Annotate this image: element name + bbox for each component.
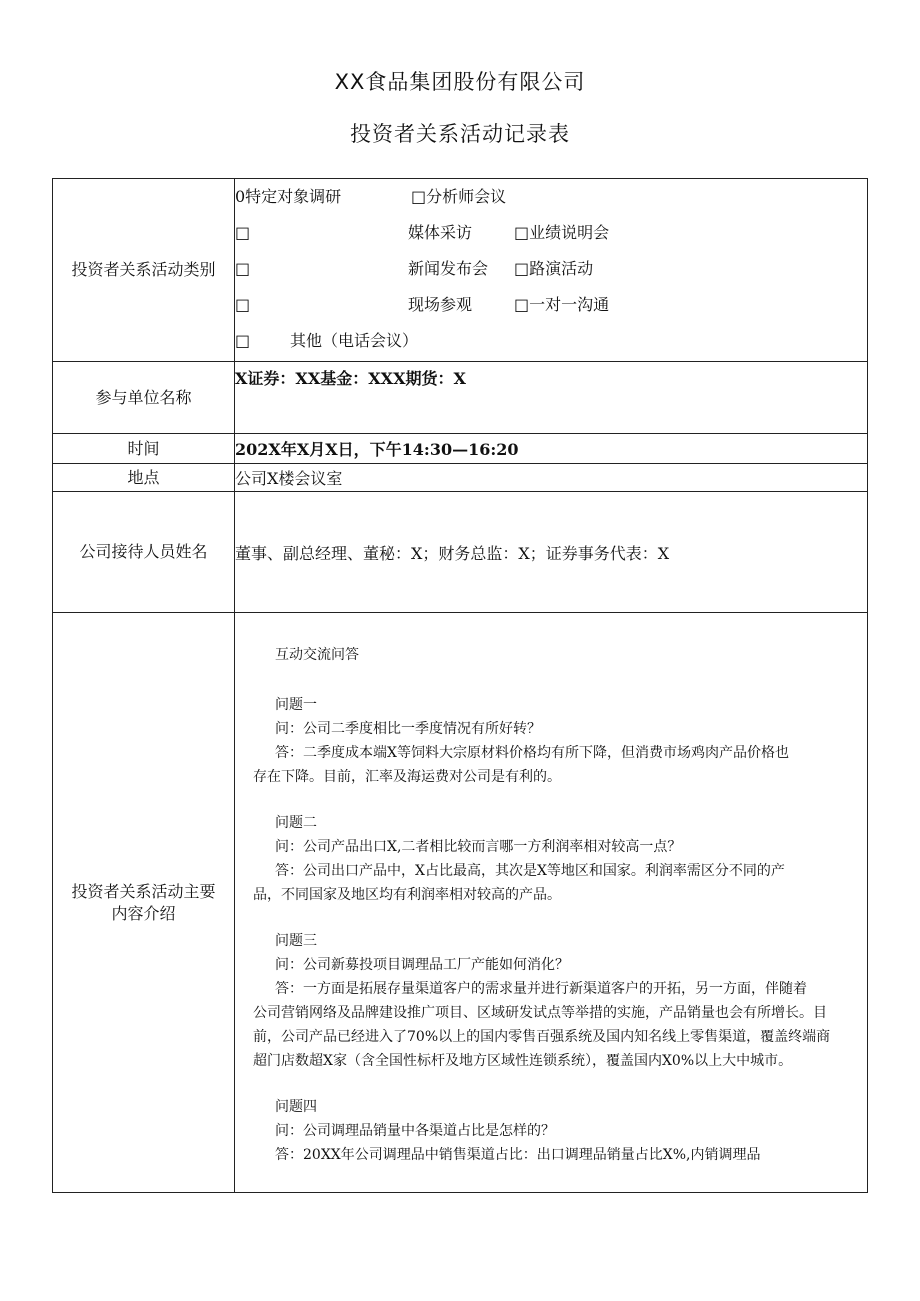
answer-text: 超门店数超X家（含全国性标杆及地方区域性连锁系统），覆盖国内X0%以上大中城市。 — [253, 1053, 793, 1069]
question-text: 问：公司二季度相比一季度情况有所好转？ — [275, 721, 541, 737]
record-table — [52, 178, 868, 1193]
question-title: 问题二 — [275, 815, 317, 831]
activity-option-row — [235, 323, 867, 359]
qa-section — [235, 613, 868, 1193]
answer-text: 答：一方面是拓展存量渠道客户的需求量并进行新渠道客户的开拓，另一方面，伴随着 — [275, 981, 807, 997]
answer-text: 存在下降。目前，汇率及海运费对公司是有利的。 — [253, 769, 561, 785]
option-other: 其他（电话会议） — [290, 331, 419, 350]
checkbox-icon[interactable]: □ — [235, 331, 251, 350]
time-value: 202X年X月X日，下午14:30—16:20 — [235, 434, 868, 464]
question-title: 问题四 — [275, 1099, 317, 1115]
option-earnings-call[interactable]: □业绩说明会 — [514, 223, 610, 242]
question-text: 问：公司新募投项目调理品工厂产能如何消化？ — [275, 957, 569, 973]
reception-label: 公司接待人员姓名 — [53, 492, 235, 613]
activity-option-row — [235, 179, 867, 215]
answer-text: 答：公司出口产品中，X占比最高，其次是X等地区和国家。利润率需区分不同的产 — [275, 863, 785, 879]
option-media-interview: 媒体采访 — [408, 223, 473, 242]
option-analyst-meeting[interactable]: □分析师会议 — [411, 187, 507, 206]
time-row — [53, 434, 868, 464]
company-name: XX食品集团股份有限公司 — [334, 70, 586, 94]
answer-text: 答：20XX年公司调理品中销售渠道占比：出口调理品销量占比X%,内销调理品 — [275, 1147, 761, 1163]
activity-option-row — [235, 215, 867, 251]
answer-text: 品，不同国家及地区均有利润率相对较高的产品。 — [253, 887, 561, 903]
checkbox-icon[interactable]: □ — [235, 259, 251, 278]
content-row — [53, 613, 868, 1193]
activity-type-options — [235, 179, 868, 362]
option-specific-research[interactable]: 0特定对象调研 — [235, 187, 342, 206]
question-title: 问题一 — [275, 697, 317, 713]
activity-option-row — [235, 287, 867, 323]
reception-value: 董事、副总经理、董秘：X；财务总监：X；证券事务代表：X — [235, 492, 868, 613]
location-value: 公司X楼会议室 — [235, 464, 868, 492]
time-label: 时间 — [53, 434, 235, 464]
content-label-line2: 内容介绍 — [111, 903, 176, 923]
content-label — [53, 613, 235, 1193]
option-roadshow[interactable]: □路演活动 — [514, 259, 594, 278]
question-title: 问题三 — [275, 933, 317, 949]
location-label: 地点 — [53, 464, 235, 492]
option-one-on-one[interactable]: □一对一沟通 — [514, 295, 610, 314]
participants-row — [53, 362, 868, 434]
participants-label: 参与单位名称 — [53, 362, 235, 434]
option-press-conference: 新闻发布会 — [408, 259, 489, 278]
answer-text: 公司营销网络及品牌建设推广项目、区域研发试点等举措的实施，产品销量也会有所增长。目 — [253, 1005, 827, 1021]
qa-heading: 互动交流问答 — [275, 647, 359, 663]
answer-text: 前，公司产品已经进入了70%以上的国内零售百强系统及国内知名线上零售渠道，覆盖终端商 — [253, 1029, 831, 1045]
question-text: 问：公司产品出口X,二者相比较而言哪一方利润率相对较高一点？ — [275, 839, 682, 855]
option-site-visit: 现场参观 — [408, 295, 473, 314]
location-row — [53, 464, 868, 492]
answer-text: 答：二季度成本端X等饲料大宗原材料价格均有所下降，但消费市场鸡肉产品价格也 — [275, 745, 789, 761]
activity-option-row — [235, 251, 867, 287]
reception-row — [53, 492, 868, 613]
question-text: 问：公司调理品销量中各渠道占比是怎样的？ — [275, 1123, 555, 1139]
checkbox-icon[interactable]: □ — [235, 223, 251, 242]
participants-value: X证券：XX基金：XXX期货：X — [235, 362, 868, 434]
form-title: 投资者关系活动记录表 — [350, 122, 570, 146]
content-label-line1: 投资者关系活动主要 — [71, 881, 216, 901]
activity-type-row — [53, 179, 868, 362]
activity-type-label: 投资者关系活动类别 — [53, 179, 235, 362]
checkbox-icon[interactable]: □ — [235, 295, 251, 314]
